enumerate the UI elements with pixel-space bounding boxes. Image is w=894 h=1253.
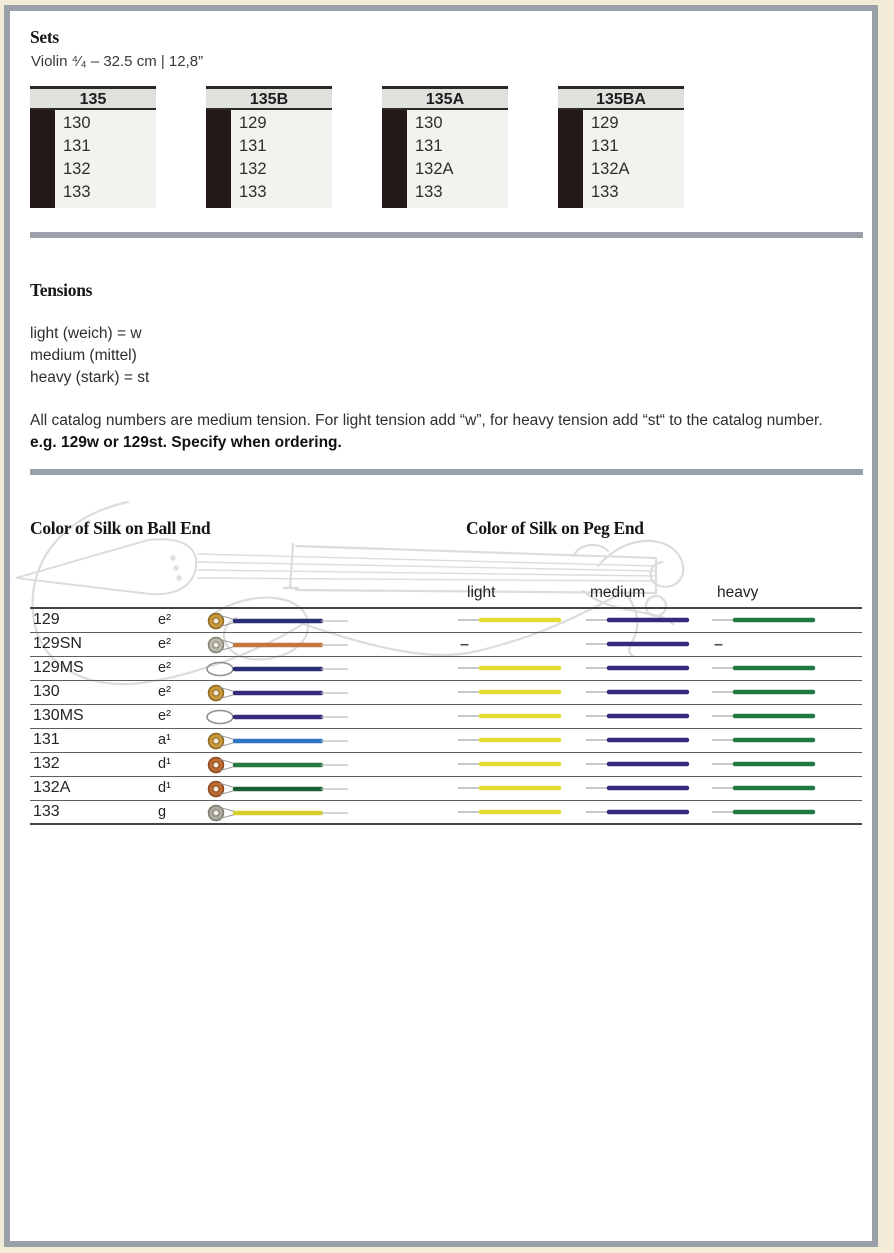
note-name: g xyxy=(158,804,167,820)
peg-swatch-light xyxy=(457,685,577,704)
tensions-title: Tensions xyxy=(30,280,93,300)
note-name: e² xyxy=(158,660,171,676)
no-tension-dash: – xyxy=(460,636,469,653)
peg-swatch-light xyxy=(457,709,577,728)
peg-swatch-light xyxy=(457,733,577,752)
set-item: 131 xyxy=(239,137,267,155)
set-table-135 xyxy=(30,86,156,208)
set-item: 133 xyxy=(415,183,443,201)
set-table-135B xyxy=(206,86,332,208)
set-table-accent-bar xyxy=(382,110,407,208)
set-table-body xyxy=(382,110,508,208)
silk-row-131 xyxy=(30,729,862,753)
note-name: e² xyxy=(158,636,171,652)
peg-swatch-medium xyxy=(585,637,705,656)
tension-note-regular: All catalog numbers are medium tension. For light tension add “w”, for heavy tension add “st“ to the catalog number. xyxy=(30,412,823,429)
catalog-number: 129MS xyxy=(33,659,84,676)
note-name: e² xyxy=(158,612,171,628)
peg-swatch-medium xyxy=(585,661,705,680)
column-header-light: light xyxy=(467,584,496,601)
set-item: 131 xyxy=(591,137,619,155)
tension-medium-line: medium (mittel) xyxy=(30,347,137,364)
set-item: 132 xyxy=(63,160,91,178)
set-item: 133 xyxy=(63,183,91,201)
catalog-number: 130MS xyxy=(33,707,84,724)
sets-title: Sets xyxy=(30,27,59,47)
set-item: 131 xyxy=(63,137,91,155)
silk-peg-title: Color of Silk on Peg End xyxy=(466,518,644,538)
peg-swatch-medium xyxy=(585,709,705,728)
set-item: 132 xyxy=(239,160,267,178)
peg-swatch-heavy xyxy=(711,661,831,680)
note-name: e² xyxy=(158,708,171,724)
peg-swatch-light xyxy=(457,661,577,680)
peg-swatch-medium xyxy=(585,733,705,752)
peg-swatch-medium xyxy=(585,685,705,704)
tension-legend xyxy=(30,323,149,389)
sets-subtitle: Violin ⁴⁄₄ – 32.5 cm | 12,8” xyxy=(31,53,204,70)
peg-swatch-heavy xyxy=(711,733,831,752)
set-table-accent-bar xyxy=(206,110,231,208)
set-item: 129 xyxy=(591,114,619,132)
silk-ball-title: Color of Silk on Ball End xyxy=(30,518,211,538)
catalog-number: 131 xyxy=(33,731,60,748)
peg-swatch-medium xyxy=(585,613,705,632)
peg-swatch-medium xyxy=(585,805,705,824)
section-divider xyxy=(30,232,863,238)
set-table-header: 135BA xyxy=(558,86,684,110)
set-table-accent-bar xyxy=(558,110,583,208)
catalog-number: 129 xyxy=(33,611,60,628)
ball-end-swatch xyxy=(203,803,363,828)
tension-note-bold: e.g. 129w or 129st. Specify when ordering. xyxy=(30,434,342,451)
column-header-medium: medium xyxy=(590,584,646,601)
peg-swatch-light xyxy=(457,757,577,776)
column-header-heavy: heavy xyxy=(717,584,759,601)
set-table-body xyxy=(30,110,156,208)
set-item: 132A xyxy=(415,160,454,178)
set-table-header: 135 xyxy=(30,86,156,110)
peg-swatch-heavy xyxy=(711,781,831,800)
note-name: d¹ xyxy=(158,756,171,772)
note-name: d¹ xyxy=(158,780,171,796)
peg-swatch-light xyxy=(457,805,577,824)
peg-swatch-heavy xyxy=(711,805,831,824)
silk-row-129SN xyxy=(30,633,862,657)
catalog-number: 130 xyxy=(33,683,60,700)
tension-heavy-line: heavy (stark) = st xyxy=(30,369,150,386)
silk-row-130MS xyxy=(30,705,862,729)
catalog-number: 132 xyxy=(33,755,60,772)
catalog-number: 129SN xyxy=(33,635,82,652)
set-item: 131 xyxy=(415,137,443,155)
set-table-body xyxy=(206,110,332,208)
peg-swatch-light xyxy=(457,781,577,800)
silk-table xyxy=(30,607,862,825)
peg-swatch-heavy xyxy=(711,613,831,632)
note-name: e² xyxy=(158,684,171,700)
set-item: 132A xyxy=(591,160,630,178)
set-table-135BA xyxy=(558,86,684,208)
peg-swatch-heavy xyxy=(711,757,831,776)
silk-row-129MS xyxy=(30,657,862,681)
set-item: 130 xyxy=(415,114,443,132)
no-tension-dash: – xyxy=(714,636,723,653)
set-table-header: 135B xyxy=(206,86,332,110)
peg-swatch-heavy xyxy=(711,685,831,704)
tension-note xyxy=(30,410,825,454)
catalog-number: 133 xyxy=(33,803,60,820)
peg-swatch-light xyxy=(457,613,577,632)
peg-swatch-medium xyxy=(585,781,705,800)
silk-row-133 xyxy=(30,801,862,825)
note-name: a¹ xyxy=(158,732,171,748)
set-table-135A xyxy=(382,86,508,208)
tension-light-line: light (weich) = w xyxy=(30,325,142,342)
silk-row-132A xyxy=(30,777,862,801)
silk-row-132 xyxy=(30,753,862,777)
set-item: 133 xyxy=(239,183,267,201)
set-item: 129 xyxy=(239,114,267,132)
set-item: 133 xyxy=(591,183,619,201)
silk-row-130 xyxy=(30,681,862,705)
catalog-number: 132A xyxy=(33,779,71,796)
set-table-body xyxy=(558,110,684,208)
set-table-header: 135A xyxy=(382,86,508,110)
section-divider xyxy=(30,469,863,475)
peg-swatch-medium xyxy=(585,757,705,776)
peg-swatch-heavy xyxy=(711,709,831,728)
silk-row-129 xyxy=(30,609,862,633)
set-table-accent-bar xyxy=(30,110,55,208)
set-item: 130 xyxy=(63,114,91,132)
